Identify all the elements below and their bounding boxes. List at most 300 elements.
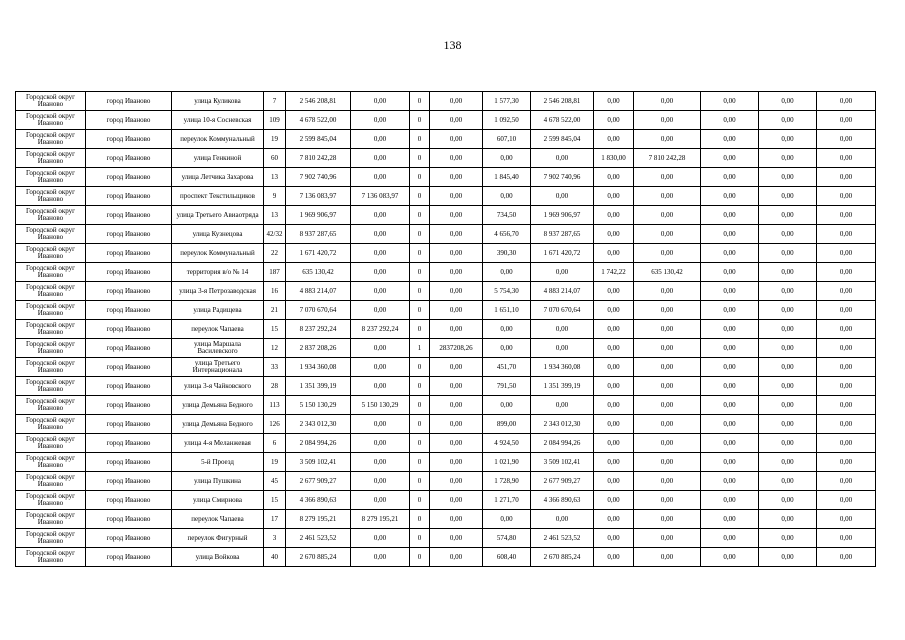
street-cell: улица Демьяна Бедного	[172, 415, 264, 434]
cost-cell: 0,00	[351, 301, 410, 320]
total-cost-cell: 1 934 360,08	[286, 358, 351, 377]
cost-cell: 0,00	[430, 453, 483, 472]
cost-cell: 2 670 885,24	[531, 548, 594, 567]
cost-cell: 0,00	[701, 453, 759, 472]
cost-cell: 0,00	[701, 130, 759, 149]
area-cell: 1 728,90	[483, 472, 531, 491]
total-cost-cell: 5 150 130,29	[286, 396, 351, 415]
municipality-cell: Городской округ Иваново	[16, 130, 86, 149]
cost-cell: 8 937 287,65	[531, 225, 594, 244]
cost-cell: 0,00	[701, 244, 759, 263]
area-cell: 0,00	[594, 396, 634, 415]
house-number-cell: 22	[264, 244, 286, 263]
cost-cell: 0,00	[759, 339, 817, 358]
settlement-cell: город Иваново	[86, 111, 172, 130]
table-row	[16, 510, 876, 529]
street-cell: улица Летчика Захарова	[172, 168, 264, 187]
total-cost-cell: 7 902 740,96	[286, 168, 351, 187]
cost-cell: 0,00	[817, 415, 876, 434]
area-cell: 0,00	[594, 453, 634, 472]
cost-cell: 0,00	[701, 263, 759, 282]
settlement-cell: город Иваново	[86, 244, 172, 263]
cost-cell: 0,00	[759, 168, 817, 187]
count-cell: 0	[410, 168, 430, 187]
cost-cell: 0,00	[430, 92, 483, 111]
settlement-cell: город Иваново	[86, 206, 172, 225]
total-cost-cell: 1 671 420,72	[286, 244, 351, 263]
area-cell: 0,00	[594, 510, 634, 529]
cost-cell: 0,00	[531, 320, 594, 339]
municipality-cell: Городской округ Иваново	[16, 263, 86, 282]
settlement-cell: город Иваново	[86, 225, 172, 244]
cost-cell: 4 678 522,00	[531, 111, 594, 130]
cost-cell: 0,00	[759, 396, 817, 415]
cost-cell: 0,00	[701, 225, 759, 244]
cost-cell: 7 902 740,96	[531, 168, 594, 187]
cost-cell: 0,00	[351, 434, 410, 453]
cost-cell: 0,00	[430, 130, 483, 149]
municipality-cell: Городской округ Иваново	[16, 510, 86, 529]
municipality-cell: Городской округ Иваново	[16, 548, 86, 567]
area-cell: 1 577,30	[483, 92, 531, 111]
table-row	[16, 244, 876, 263]
house-number-cell: 113	[264, 396, 286, 415]
settlement-cell: город Иваново	[86, 339, 172, 358]
cost-cell: 0,00	[531, 510, 594, 529]
cost-cell: 0,00	[701, 206, 759, 225]
street-cell: улица Маршала Василевского	[172, 339, 264, 358]
cost-cell: 0,00	[430, 472, 483, 491]
cost-cell: 0,00	[430, 548, 483, 567]
street-cell: улица Пушкина	[172, 472, 264, 491]
count-cell: 0	[410, 187, 430, 206]
cost-cell: 0,00	[759, 263, 817, 282]
municipality-cell: Городской округ Иваново	[16, 206, 86, 225]
area-cell: 0,00	[594, 111, 634, 130]
cost-cell: 0,00	[817, 510, 876, 529]
cost-cell: 0,00	[351, 206, 410, 225]
cost-cell: 0,00	[701, 529, 759, 548]
registry-table	[15, 91, 876, 567]
street-cell: переулок Чапаева	[172, 320, 264, 339]
area-cell: 0,00	[594, 491, 634, 510]
area-cell: 0,00	[594, 187, 634, 206]
municipality-cell: Городской округ Иваново	[16, 472, 86, 491]
municipality-cell: Городской округ Иваново	[16, 453, 86, 472]
table-row	[16, 130, 876, 149]
cost-cell: 0,00	[351, 377, 410, 396]
area-cell: 0,00	[594, 320, 634, 339]
cost-cell: 0,00	[351, 149, 410, 168]
cost-cell: 0,00	[759, 358, 817, 377]
area-cell: 1 845,40	[483, 168, 531, 187]
cost-cell: 0,00	[701, 187, 759, 206]
area-cell: 791,50	[483, 377, 531, 396]
cost-cell: 0,00	[531, 339, 594, 358]
cost-cell: 0,00	[634, 92, 701, 111]
cost-cell: 0,00	[701, 339, 759, 358]
table-row	[16, 320, 876, 339]
cost-cell: 0,00	[759, 434, 817, 453]
municipality-cell: Городской округ Иваново	[16, 320, 86, 339]
cost-cell: 0,00	[817, 130, 876, 149]
table-row	[16, 529, 876, 548]
cost-cell: 2 343 012,30	[531, 415, 594, 434]
cost-cell: 0,00	[634, 529, 701, 548]
house-number-cell: 126	[264, 415, 286, 434]
settlement-cell: город Иваново	[86, 548, 172, 567]
table-row	[16, 187, 876, 206]
area-cell: 0,00	[594, 529, 634, 548]
area-cell: 4 656,70	[483, 225, 531, 244]
cost-cell: 0,00	[817, 225, 876, 244]
cost-cell: 0,00	[351, 263, 410, 282]
cost-cell: 0,00	[817, 244, 876, 263]
municipality-cell: Городской округ Иваново	[16, 301, 86, 320]
count-cell: 0	[410, 453, 430, 472]
settlement-cell: город Иваново	[86, 149, 172, 168]
cost-cell: 0,00	[634, 111, 701, 130]
settlement-cell: город Иваново	[86, 472, 172, 491]
cost-cell: 0,00	[817, 282, 876, 301]
cost-cell: 0,00	[430, 149, 483, 168]
cost-cell: 0,00	[634, 301, 701, 320]
area-cell: 0,00	[594, 358, 634, 377]
area-cell: 0,00	[594, 168, 634, 187]
house-number-cell: 60	[264, 149, 286, 168]
house-number-cell: 13	[264, 206, 286, 225]
count-cell: 0	[410, 415, 430, 434]
cost-cell: 0,00	[817, 320, 876, 339]
table-row	[16, 396, 876, 415]
cost-cell: 0,00	[759, 548, 817, 567]
cost-cell: 0,00	[430, 111, 483, 130]
cost-cell: 0,00	[634, 244, 701, 263]
total-cost-cell: 2 677 909,27	[286, 472, 351, 491]
table-row	[16, 491, 876, 510]
area-cell: 0,00	[594, 548, 634, 567]
count-cell: 1	[410, 339, 430, 358]
cost-cell: 0,00	[759, 320, 817, 339]
house-number-cell: 15	[264, 491, 286, 510]
house-number-cell: 28	[264, 377, 286, 396]
cost-cell: 0,00	[817, 206, 876, 225]
cost-cell: 0,00	[634, 415, 701, 434]
area-cell: 0,00	[483, 510, 531, 529]
cost-cell: 0,00	[701, 377, 759, 396]
cost-cell: 0,00	[430, 301, 483, 320]
cost-cell: 0,00	[701, 358, 759, 377]
cost-cell: 0,00	[701, 396, 759, 415]
cost-cell: 0,00	[430, 320, 483, 339]
cost-cell: 0,00	[759, 225, 817, 244]
cost-cell: 0,00	[634, 225, 701, 244]
cost-cell: 4 883 214,07	[531, 282, 594, 301]
street-cell: улица Радищева	[172, 301, 264, 320]
cost-cell: 0,00	[634, 453, 701, 472]
cost-cell: 0,00	[351, 339, 410, 358]
cost-cell: 0,00	[817, 548, 876, 567]
cost-cell: 0,00	[430, 358, 483, 377]
house-number-cell: 6	[264, 434, 286, 453]
area-cell: 0,00	[594, 282, 634, 301]
cost-cell: 0,00	[817, 301, 876, 320]
settlement-cell: город Иваново	[86, 320, 172, 339]
settlement-cell: город Иваново	[86, 168, 172, 187]
settlement-cell: город Иваново	[86, 377, 172, 396]
street-cell: улица Третьего Интернационала	[172, 358, 264, 377]
cost-cell: 0,00	[701, 320, 759, 339]
area-cell: 1 271,70	[483, 491, 531, 510]
area-cell: 0,00	[594, 206, 634, 225]
cost-cell: 5 150 130,29	[351, 396, 410, 415]
cost-cell: 0,00	[759, 244, 817, 263]
cost-cell: 0,00	[759, 111, 817, 130]
total-cost-cell: 2 343 012,30	[286, 415, 351, 434]
house-number-cell: 3	[264, 529, 286, 548]
total-cost-cell: 1 969 906,97	[286, 206, 351, 225]
count-cell: 0	[410, 149, 430, 168]
cost-cell: 0,00	[634, 358, 701, 377]
cost-cell: 0,00	[817, 168, 876, 187]
table-row	[16, 263, 876, 282]
cost-cell: 0,00	[430, 510, 483, 529]
street-cell: территория в/о № 14	[172, 263, 264, 282]
cost-cell: 0,00	[701, 548, 759, 567]
table-row	[16, 434, 876, 453]
municipality-cell: Городской округ Иваново	[16, 434, 86, 453]
count-cell: 0	[410, 263, 430, 282]
total-cost-cell: 3 509 102,41	[286, 453, 351, 472]
cost-cell: 0,00	[351, 168, 410, 187]
cost-cell: 1 351 399,19	[531, 377, 594, 396]
table-row	[16, 225, 876, 244]
total-cost-cell: 2 599 845,04	[286, 130, 351, 149]
cost-cell: 0,00	[759, 472, 817, 491]
cost-cell: 0,00	[634, 510, 701, 529]
cost-cell: 0,00	[701, 434, 759, 453]
total-cost-cell: 7 136 083,97	[286, 187, 351, 206]
cost-cell: 1 671 420,72	[531, 244, 594, 263]
count-cell: 0	[410, 225, 430, 244]
cost-cell: 0,00	[634, 472, 701, 491]
street-cell: улица Кузнецова	[172, 225, 264, 244]
street-cell: улица Войкова	[172, 548, 264, 567]
municipality-cell: Городской округ Иваново	[16, 187, 86, 206]
cost-cell: 0,00	[430, 529, 483, 548]
cost-cell: 0,00	[351, 453, 410, 472]
cost-cell: 2 599 845,04	[531, 130, 594, 149]
cost-cell: 0,00	[634, 320, 701, 339]
cost-cell: 0,00	[430, 377, 483, 396]
table-row	[16, 453, 876, 472]
settlement-cell: город Иваново	[86, 434, 172, 453]
total-cost-cell: 2 084 994,26	[286, 434, 351, 453]
total-cost-cell: 2 461 523,52	[286, 529, 351, 548]
settlement-cell: город Иваново	[86, 415, 172, 434]
table-row	[16, 548, 876, 567]
cost-cell: 0,00	[817, 491, 876, 510]
cost-cell: 0,00	[701, 472, 759, 491]
area-cell: 574,80	[483, 529, 531, 548]
cost-cell: 0,00	[701, 301, 759, 320]
house-number-cell: 19	[264, 130, 286, 149]
cost-cell: 0,00	[817, 339, 876, 358]
cost-cell: 2 677 909,27	[531, 472, 594, 491]
cost-cell: 0,00	[759, 130, 817, 149]
count-cell: 0	[410, 510, 430, 529]
area-cell: 390,30	[483, 244, 531, 263]
cost-cell: 0,00	[351, 529, 410, 548]
count-cell: 0	[410, 529, 430, 548]
area-cell: 608,40	[483, 548, 531, 567]
municipality-cell: Городской округ Иваново	[16, 491, 86, 510]
cost-cell: 0,00	[817, 453, 876, 472]
cost-cell: 0,00	[634, 187, 701, 206]
municipality-cell: Городской округ Иваново	[16, 92, 86, 111]
count-cell: 0	[410, 472, 430, 491]
area-cell: 0,00	[594, 377, 634, 396]
settlement-cell: город Иваново	[86, 510, 172, 529]
cost-cell: 0,00	[817, 396, 876, 415]
area-cell: 0,00	[594, 225, 634, 244]
table-row	[16, 415, 876, 434]
cost-cell: 0,00	[430, 225, 483, 244]
total-cost-cell: 2 670 885,24	[286, 548, 351, 567]
cost-cell: 0,00	[817, 358, 876, 377]
street-cell: улица 3-я Петрозаводская	[172, 282, 264, 301]
cost-cell: 0,00	[817, 377, 876, 396]
street-cell: переулок Коммунальный	[172, 130, 264, 149]
cost-cell: 0,00	[817, 263, 876, 282]
settlement-cell: город Иваново	[86, 529, 172, 548]
street-cell: улица 10-я Сосневская	[172, 111, 264, 130]
cost-cell: 0,00	[634, 434, 701, 453]
municipality-cell: Городской округ Иваново	[16, 358, 86, 377]
cost-cell: 0,00	[759, 206, 817, 225]
area-cell: 0,00	[483, 396, 531, 415]
cost-cell: 0,00	[701, 168, 759, 187]
cost-cell: 0,00	[430, 415, 483, 434]
municipality-cell: Городской округ Иваново	[16, 282, 86, 301]
total-cost-cell: 4 678 522,00	[286, 111, 351, 130]
count-cell: 0	[410, 491, 430, 510]
area-cell: 0,00	[594, 244, 634, 263]
count-cell: 0	[410, 320, 430, 339]
cost-cell: 0,00	[351, 225, 410, 244]
municipality-cell: Городской округ Иваново	[16, 225, 86, 244]
cost-cell: 0,00	[634, 339, 701, 358]
area-cell: 1 021,90	[483, 453, 531, 472]
cost-cell: 0,00	[351, 415, 410, 434]
cost-cell: 1 934 360,08	[531, 358, 594, 377]
area-cell: 899,00	[483, 415, 531, 434]
cost-cell: 0,00	[701, 92, 759, 111]
municipality-cell: Городской округ Иваново	[16, 149, 86, 168]
cost-cell: 0,00	[430, 396, 483, 415]
cost-cell: 0,00	[351, 358, 410, 377]
total-cost-cell: 4 366 890,63	[286, 491, 351, 510]
total-cost-cell: 7 810 242,28	[286, 149, 351, 168]
area-cell: 4 924,50	[483, 434, 531, 453]
cost-cell: 0,00	[701, 111, 759, 130]
cost-cell: 0,00	[759, 149, 817, 168]
table-row	[16, 339, 876, 358]
page-number: 138	[443, 38, 462, 52]
total-cost-cell: 4 883 214,07	[286, 282, 351, 301]
area-cell: 1 742,22	[594, 263, 634, 282]
cost-cell: 0,00	[759, 377, 817, 396]
cost-cell: 2 546 208,81	[531, 92, 594, 111]
area-cell: 1 651,10	[483, 301, 531, 320]
cost-cell: 0,00	[634, 168, 701, 187]
street-cell: улица Куликова	[172, 92, 264, 111]
table-row	[16, 111, 876, 130]
count-cell: 0	[410, 548, 430, 567]
cost-cell: 0,00	[634, 282, 701, 301]
cost-cell: 635 130,42	[634, 263, 701, 282]
count-cell: 0	[410, 358, 430, 377]
area-cell: 0,00	[594, 472, 634, 491]
table-row	[16, 282, 876, 301]
table-row	[16, 149, 876, 168]
cost-cell: 0,00	[531, 396, 594, 415]
area-cell: 0,00	[594, 434, 634, 453]
house-number-cell: 7	[264, 92, 286, 111]
area-cell: 734,50	[483, 206, 531, 225]
cost-cell: 0,00	[351, 92, 410, 111]
area-cell: 0,00	[483, 187, 531, 206]
street-cell: улица Смирнова	[172, 491, 264, 510]
house-number-cell: 9	[264, 187, 286, 206]
cost-cell: 2837208,26	[430, 339, 483, 358]
table-row	[16, 377, 876, 396]
area-cell: 0,00	[483, 339, 531, 358]
street-cell: переулок Коммунальный	[172, 244, 264, 263]
cost-cell: 8 279 195,21	[351, 510, 410, 529]
cost-cell: 0,00	[634, 130, 701, 149]
cost-cell: 0,00	[351, 548, 410, 567]
cost-cell: 0,00	[430, 168, 483, 187]
street-cell: улица 3-я Чайковского	[172, 377, 264, 396]
house-number-cell: 109	[264, 111, 286, 130]
settlement-cell: город Иваново	[86, 358, 172, 377]
count-cell: 0	[410, 92, 430, 111]
house-number-cell: 19	[264, 453, 286, 472]
cost-cell: 0,00	[351, 282, 410, 301]
cost-cell: 0,00	[817, 187, 876, 206]
municipality-cell: Городской округ Иваново	[16, 111, 86, 130]
cost-cell: 0,00	[430, 187, 483, 206]
cost-cell: 4 366 890,63	[531, 491, 594, 510]
count-cell: 0	[410, 206, 430, 225]
cost-cell: 0,00	[817, 529, 876, 548]
table-row	[16, 301, 876, 320]
count-cell: 0	[410, 111, 430, 130]
street-cell: улица 4-я Меланжевая	[172, 434, 264, 453]
cost-cell: 0,00	[817, 111, 876, 130]
cost-cell: 0,00	[759, 453, 817, 472]
cost-cell: 0,00	[759, 529, 817, 548]
cost-cell: 8 237 292,24	[351, 320, 410, 339]
area-cell: 0,00	[594, 415, 634, 434]
count-cell: 0	[410, 282, 430, 301]
cost-cell: 0,00	[430, 491, 483, 510]
house-number-cell: 21	[264, 301, 286, 320]
street-cell: 5-й Проезд	[172, 453, 264, 472]
cost-cell: 0,00	[351, 491, 410, 510]
house-number-cell: 16	[264, 282, 286, 301]
